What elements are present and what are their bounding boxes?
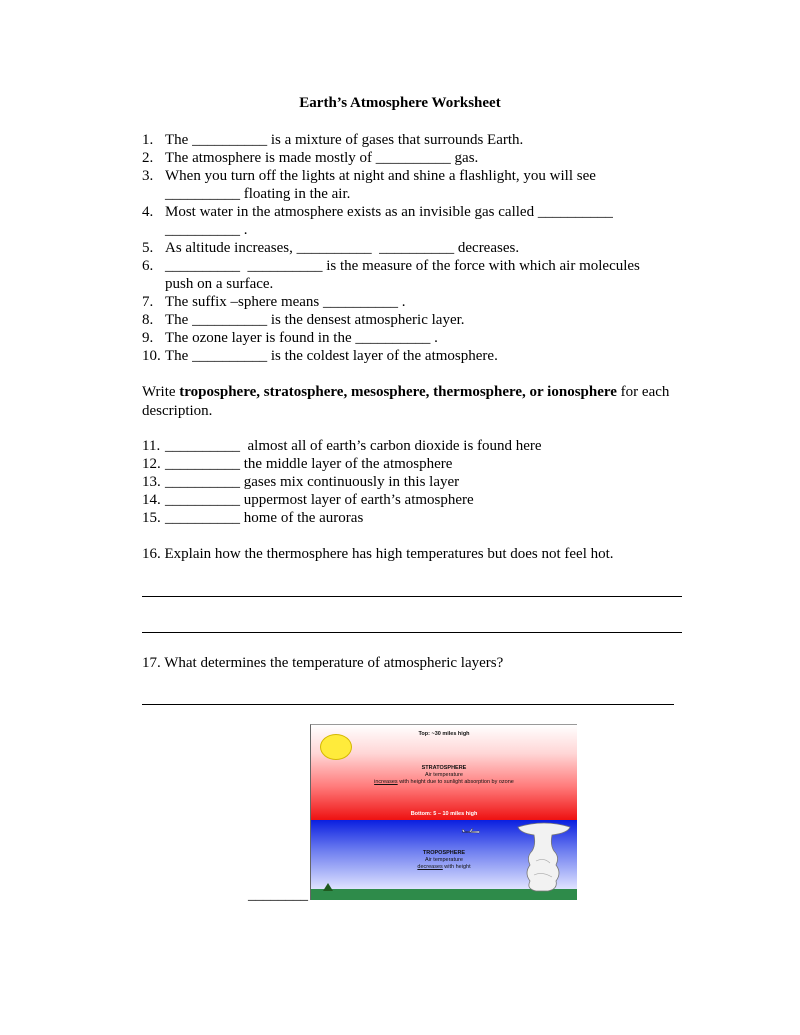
question-number: 10. [142, 348, 161, 364]
decreases-word: decreases [417, 864, 443, 870]
question-text: The __________ is the densest atmospheric layer. [165, 312, 465, 328]
stratosphere-description-rest: with height due to sunlight absorption by ozone [397, 779, 514, 785]
question-text: __________ gases mix continuously in this layer [165, 474, 460, 490]
question-number: 8. [142, 312, 154, 328]
question-text: __________ the middle layer of the atmosphere [165, 456, 453, 472]
question-number: 2. [142, 150, 154, 166]
stratosphere-air-label: Air temperature [425, 772, 463, 778]
question-number: 6. [142, 258, 154, 274]
troposphere-description-rest: with height [442, 864, 471, 870]
question-number: 7. [142, 294, 154, 310]
troposphere-air-label: Air temperature [425, 857, 463, 863]
stratosphere-label: STRATOSPHERE [421, 765, 467, 771]
instructions-layer-list: troposphere, stratosphere, mesosphere, thermosphere, or ionosphere [179, 384, 617, 400]
question-text: __________ __________ is the measure of the force with which air molecules [165, 258, 640, 274]
question-text-cont: push on a surface. [165, 276, 274, 292]
tree-icon [323, 883, 333, 891]
question-text: __________ home of the auroras [165, 510, 364, 526]
question-text: __________ almost all of earth’s carbon dioxide is found here [165, 438, 542, 454]
answer-line[interactable] [142, 704, 674, 705]
question-text: Most water in the atmosphere exists as an invisible gas called __________ [165, 204, 613, 220]
increases-word: increases [374, 779, 398, 785]
question-number: 13. [142, 474, 161, 490]
troposphere-description [311, 864, 577, 871]
question-number: 1. [142, 132, 154, 148]
answer-line[interactable] [142, 596, 682, 597]
bottom-label: Bottom: 5 – 10 miles high [410, 811, 478, 817]
question-17: 17. What determines the temperature of atmospheric layers? [142, 655, 504, 671]
question-number: 14. [142, 492, 161, 508]
stratosphere-description [311, 779, 577, 786]
question-number: 11. [142, 438, 161, 454]
question-number: 9. [142, 330, 154, 346]
question-number: 5. [142, 240, 154, 256]
question-text-cont: __________ . [165, 222, 248, 238]
question-number: 15. [142, 510, 161, 526]
airplane-icon [461, 828, 481, 836]
question-number: 12. [142, 456, 161, 472]
troposphere-label: TROPOSPHERE [422, 850, 466, 856]
question-text: __________ uppermost layer of earth’s atmosphere [165, 492, 474, 508]
question-text: The __________ is a mixture of gases that surrounds Earth. [165, 132, 524, 148]
question-16: 16. Explain how the thermosphere has high temperatures but does not feel hot. [142, 546, 614, 562]
atmosphere-diagram [310, 724, 577, 900]
instructions-post: for each [616, 384, 670, 400]
instructions [142, 383, 669, 401]
worksheet-title: Earth’s Atmosphere Worksheet [299, 95, 501, 111]
question-text: The __________ is the coldest layer of the atmosphere. [165, 348, 498, 364]
instructions-cont: description. [142, 403, 213, 419]
question-number: 4. [142, 204, 154, 220]
question-text: When you turn off the lights at night and shine a flashlight, you will see [165, 168, 596, 184]
diagram-answer-blank[interactable]: ________ [248, 887, 308, 903]
top-label: Top: ~30 miles high [418, 731, 470, 737]
instructions-pre: Write [142, 384, 180, 400]
answer-line[interactable] [142, 632, 682, 633]
question-text: As altitude increases, __________ __________ decreases. [165, 240, 520, 256]
question-text: The ozone layer is found in the __________ . [165, 330, 438, 346]
question-text: The atmosphere is made mostly of __________ gas. [165, 150, 479, 166]
question-number: 3. [142, 168, 154, 184]
question-text: The suffix –sphere means __________ . [165, 294, 406, 310]
question-text-cont: __________ floating in the air. [165, 186, 351, 202]
